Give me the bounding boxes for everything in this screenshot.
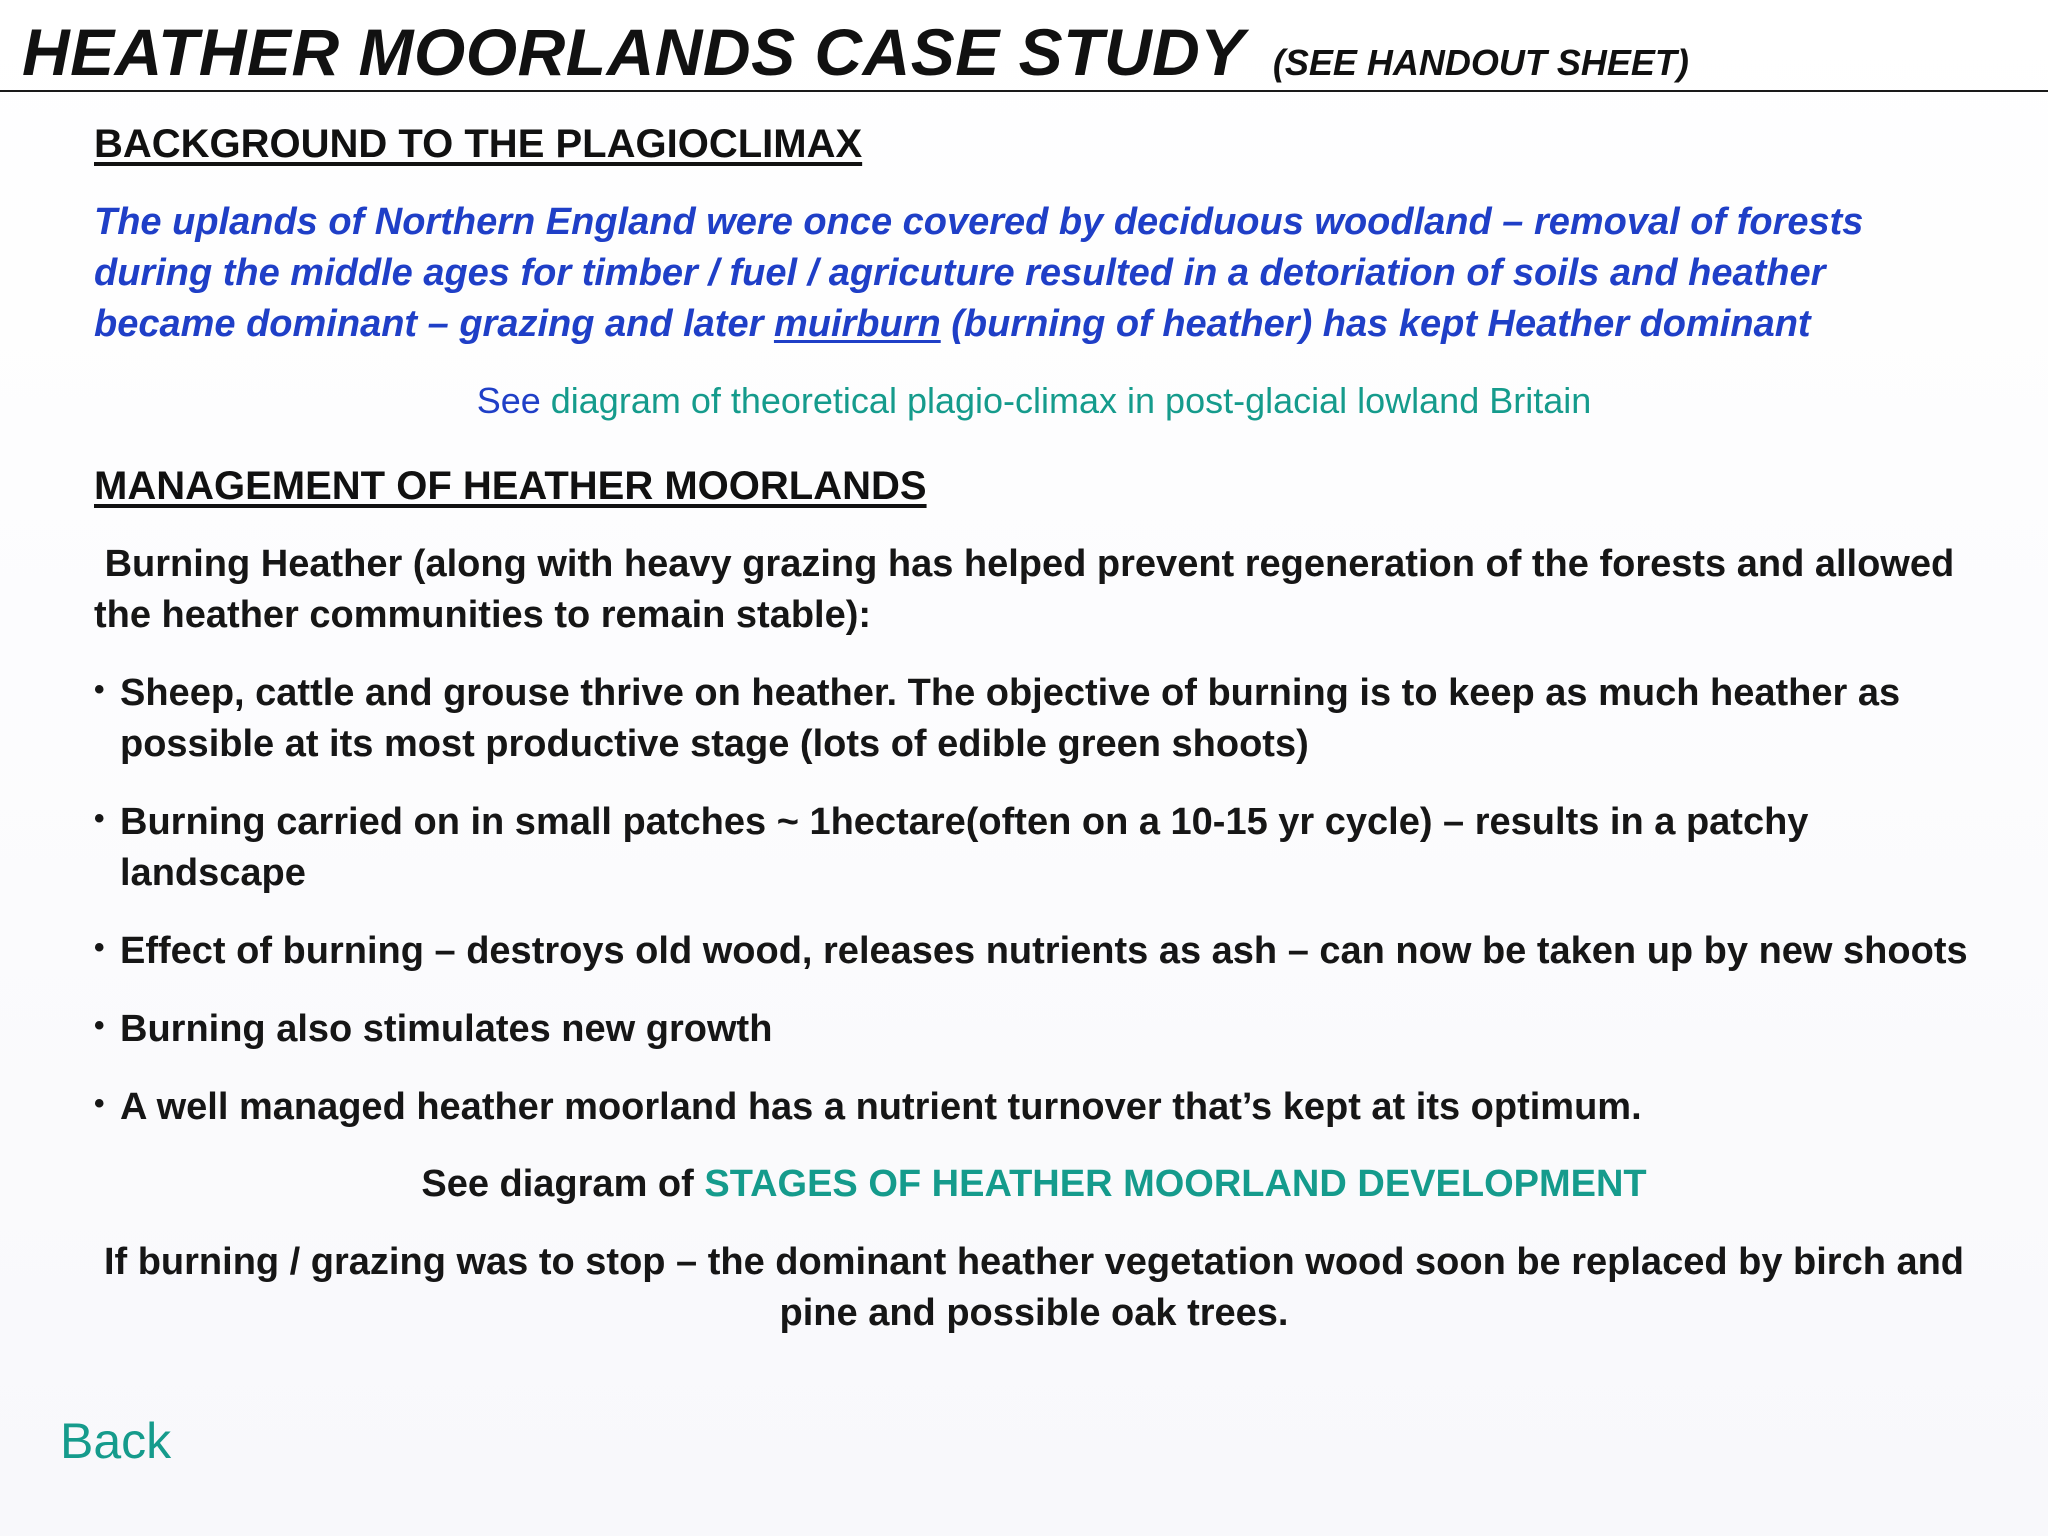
slide-content bbox=[94, 122, 1974, 1339]
management-bullet-list bbox=[94, 668, 1974, 1133]
list-item bbox=[94, 1004, 1974, 1055]
bullet-icon: • bbox=[94, 931, 105, 964]
list-item bbox=[94, 1082, 1974, 1133]
list-item bbox=[94, 668, 1974, 770]
plagioclimax-diagram-reference bbox=[94, 380, 1974, 422]
burning-intro: Burning Heather (along with heavy grazing has helped prevent regeneration of the forests and allowed the heather communities to remain stable): bbox=[94, 543, 1965, 636]
stages-diagram-reference bbox=[94, 1159, 1974, 1210]
muirburn-term: muirburn bbox=[773, 303, 941, 345]
section-heading-background: BACKGROUND TO THE PLAGIOCLIMAX bbox=[94, 122, 863, 166]
bullet-icon: • bbox=[94, 1009, 105, 1042]
closing-statement: If burning / grazing was to stop – the dominant heather vegetation wood soon be replaced by birch and pine and possible oak trees. bbox=[103, 1241, 1965, 1334]
plagioclimax-diagram-link[interactable]: diagram of theoretical plagio-climax in post-glacial lowland Britain bbox=[550, 380, 1592, 421]
see-diagram-prefix: See diagram of bbox=[421, 1163, 705, 1205]
stages-diagram-link[interactable]: STAGES OF HEATHER MOORLAND DEVELOPMENT bbox=[704, 1163, 1647, 1205]
title-handout-note: (SEE HANDOUT SHEET) bbox=[1272, 42, 1689, 83]
bullet-icon: • bbox=[94, 673, 105, 706]
bullet-text: Burning carried on in small patches ~ 1hectare(often on a 10-15 yr cycle) – results in a patchy landscape bbox=[120, 801, 1809, 894]
background-paragraph bbox=[94, 197, 1954, 350]
bullet-text: Effect of burning – destroys old wood, releases nutrients as ash – can now be taken up by new shoots bbox=[120, 930, 1968, 972]
bullet-text: Sheep, cattle and grouse thrive on heather. The objective of burning is to keep as much heather as possible at its most productive stage (lots of edible green shoots) bbox=[120, 672, 1901, 765]
list-item bbox=[94, 926, 1974, 977]
section-heading-management: MANAGEMENT OF HEATHER MOORLANDS bbox=[94, 464, 927, 508]
see-prefix: See bbox=[476, 380, 551, 421]
title-divider bbox=[0, 90, 2048, 92]
bullet-text: Burning also stimulates new growth bbox=[120, 1008, 773, 1050]
background-text-part-2: (burning of heather) has kept Heather dominant bbox=[940, 303, 1811, 345]
back-link[interactable]: Back bbox=[60, 1413, 172, 1469]
slide-title bbox=[22, 14, 1689, 90]
bullet-icon: • bbox=[94, 1087, 105, 1120]
background-text-part-1: The uplands of Northern England were once covered by deciduous woodland – removal of forests during the middle ages for timber / fuel / agricuture resulted in a detoriation of soils and heather became dominant – grazing and later bbox=[94, 201, 1864, 345]
title-main: HEATHER MOORLANDS CASE STUDY bbox=[22, 15, 1245, 89]
bullet-icon: • bbox=[94, 802, 105, 835]
list-item bbox=[94, 797, 1974, 899]
bullet-text: A well managed heather moorland has a nutrient turnover that’s kept at its optimum. bbox=[120, 1086, 1642, 1128]
